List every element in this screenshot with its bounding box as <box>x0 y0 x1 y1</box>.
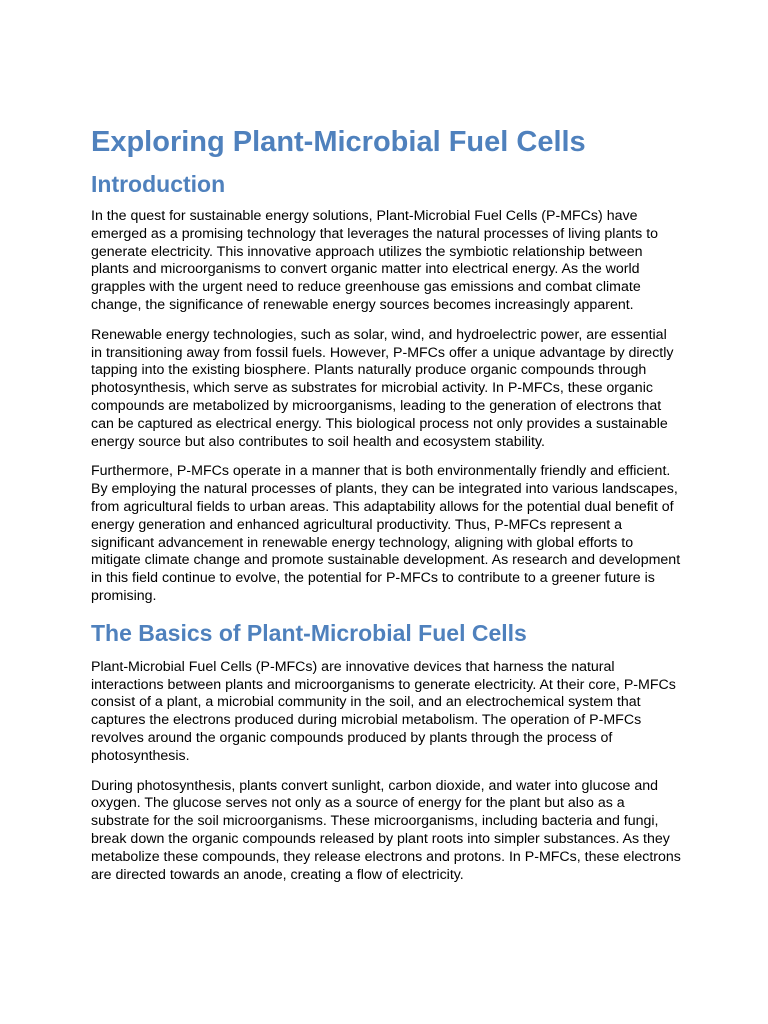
paragraph: During photosynthesis, plants convert sunlight, carbon dioxide, and water into glucose and oxygen. The glucose serves not only as a source of energy for the plant but also as a substrate for the soil microorganisms. These microorganisms, including bacteria and fungi, break down the organic compounds released by plant roots into simpler substances. As they metabolize these compounds, they release electrons and protons. In P-MFCs, these electrons are directed towards an anode, creating a flow of electricity. <box>91 777 681 883</box>
document-page <box>91 124 681 896</box>
section-heading-basics: The Basics of Plant-Microbial Fuel Cells <box>91 619 527 646</box>
paragraph: Furthermore, P-MFCs operate in a manner that is both environmentally friendly and efficient. By employing the natural processes of plants, they can be integrated into various landscapes, from agricultural fields to urban areas. This adaptability allows for the potential dual benefit of energy generation and enhanced agricultural productivity. Thus, P-MFCs represent a significant advancement in renewable energy technology, aligning with global efforts to mitigate climate change and promote sustainable development. As research and development in this field continue to evolve, the potential for P-MFCs to contribute to a greener future is promising. <box>91 463 681 604</box>
paragraph: Plant-Microbial Fuel Cells (P-MFCs) are innovative devices that harness the natural interactions between plants and microorganisms to generate electricity. At their core, P-MFCs consist of a plant, a microbial community in the soil, and an electrochemical system that captures the electrons produced during microbial metabolism. The operation of P-MFCs revolves around the organic compounds produced by plants through the process of photosynthesis. <box>91 658 676 764</box>
section-heading-introduction: Introduction <box>91 171 226 197</box>
paragraph: Renewable energy technologies, such as solar, wind, and hydroelectric power, are essential in transitioning away from fossil fuels. However, P-MFCs offer a unique advantage by directly tapping into the existing biosphere. Plants naturally produce organic compounds through photosynthesis, which serve as substrates for microbial activity. In P-MFCs, these organic compounds are metabolized by microorganisms, leading to the generation of electrons that can be captured as electrical energy. This biological process not only provides a sustainable energy source but also contributes to soil health and ecosystem stability. <box>91 326 674 450</box>
paragraph: In the quest for sustainable energy solutions, Plant-Microbial Fuel Cells (P-MFCs) have emerged as a promising technology that leverages the natural processes of living plants to generate electricity. This innovative approach utilizes the symbiotic relationship between plants and microorganisms to convert organic matter into electrical energy. As the world grapples with the urgent need to reduce greenhouse gas emissions and combat climate change, the significance of renewable energy sources becomes increasingly apparent. <box>91 208 659 313</box>
document-title: Exploring Plant-Microbial Fuel Cells <box>91 126 586 158</box>
